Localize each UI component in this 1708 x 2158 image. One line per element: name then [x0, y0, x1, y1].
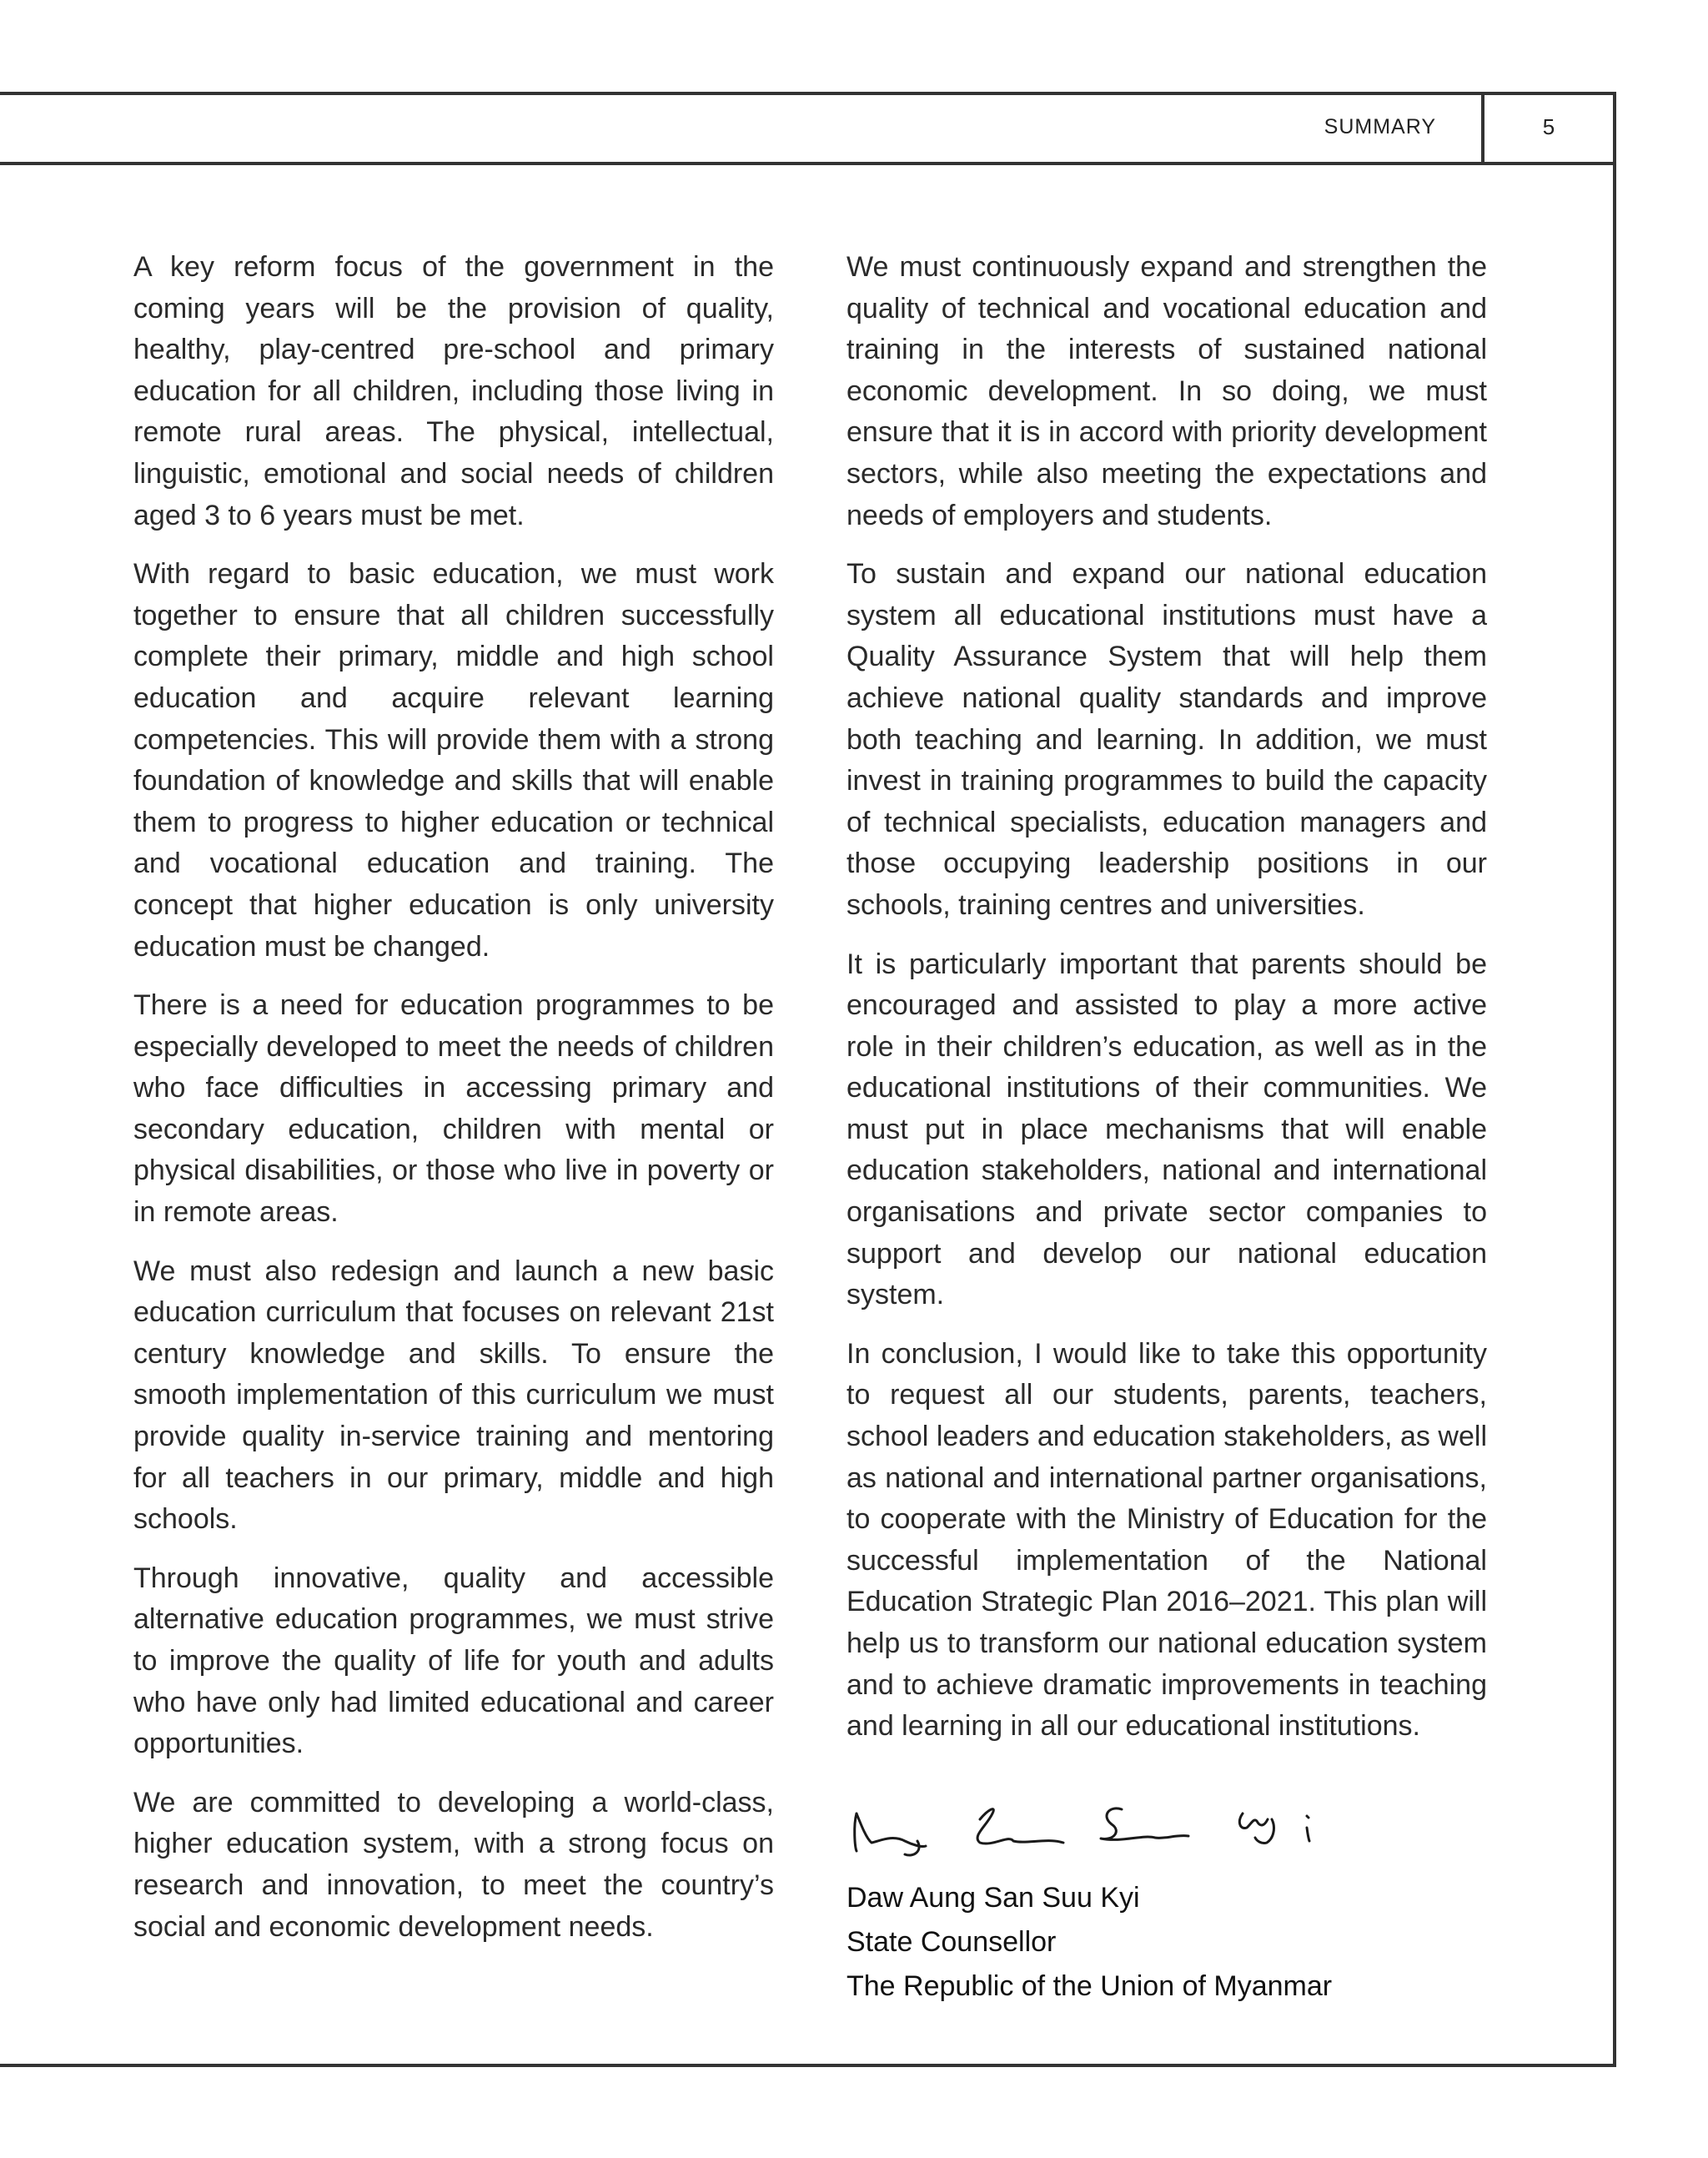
paragraph: With regard to basic education, we must work together to ensure that all children successfully complete their primary, middle and high school education and acquire relevant learning competencies. This will provide them with a strong foundation of knowledge and skills that will enable them to progress to higher education or technical and vocational education and training. The concept that higher education is only university education must be changed.: [133, 558, 774, 963]
left-column: [133, 247, 774, 1965]
signatory-title: State Counsellor: [846, 1925, 1057, 1958]
signatory-country: The Republic of the Union of Myanmar: [846, 1969, 1333, 2002]
signatory-name: Daw Aung San Suu Kyi: [846, 1881, 1140, 1914]
paragraph: It is particularly important that parents should be encouraged and assisted to play a more active role in their children’s education, as well as in the educational institutions of their communities. We must put in place mechanisms that will enable education stakeholders, national and international organisations and private sector companies to support and develop our national education system.: [846, 948, 1487, 1311]
paragraph: In conclusion, I would like to take this opportunity to request all our students, parents, teachers, school leaders and education stakeholders, as well as national and international partner organisations, to cooperate with the Ministry of Education for the successful implementation of the National Education Strategic Plan 2016–2021. This plan will help us to transform our national education system and to achieve dramatic improvements in teaching and learning in all our educational institutions.: [846, 1337, 1487, 1743]
right-column: [846, 247, 1487, 2009]
signatory-block: [846, 1876, 1487, 2009]
page-number: 5: [1542, 114, 1555, 139]
section-label: SUMMARY: [1324, 115, 1436, 138]
paragraph: To sustain and expand our national education system all educational institutions must have a Quality Assurance System that will help them achieve national quality standards and improve both teaching and learning. In addition, we must invest in training programmes to build the capacity of technical specialists, education managers and those occupying leadership positions in our schools, training centres and universities.: [846, 558, 1487, 921]
paragraph: We must continuously expand and strengthen the quality of technical and vocational education and training in the interests of sustained national economic development. In so doing, we must ensure that it is in accord with priority development sectors, while also meeting the expectations and needs of employers and students.: [846, 251, 1487, 531]
paragraph: We are committed to developing a world-class, higher education system, with a strong focus on research and innovation, to meet the country’s social and economic development needs.: [133, 1786, 774, 1943]
paragraph: There is a need for education programmes to be especially developed to meet the needs of children who face difficulties in accessing primary and secondary education, children with mental or physical disabilities, or those who live in poverty or in remote areas.: [133, 989, 774, 1229]
paragraph: Through innovative, quality and accessible alternative education programmes, we must strive to improve the quality of life for youth and adults who have only had limited educational and career opportunities.: [133, 1562, 774, 1760]
paragraph: A key reform focus of the government in the coming years will be the provision of quality, healthy, play-centred pre-school and primary education for all children, including those living in remote rural areas. The physical, intellectual, linguistic, emotional and social needs of children aged 3 to 6 years must be met.: [133, 251, 774, 531]
paragraph: We must also redesign and launch a new basic education curriculum that focuses on relevant 21st century knowledge and skills. To ensure the smooth implementation of this curriculum we must provide quality in-service training and mentoring for all teachers in our primary, middle and high schools.: [133, 1255, 774, 1536]
handwritten-signature: [846, 1768, 1347, 1859]
running-header: [0, 92, 1616, 165]
